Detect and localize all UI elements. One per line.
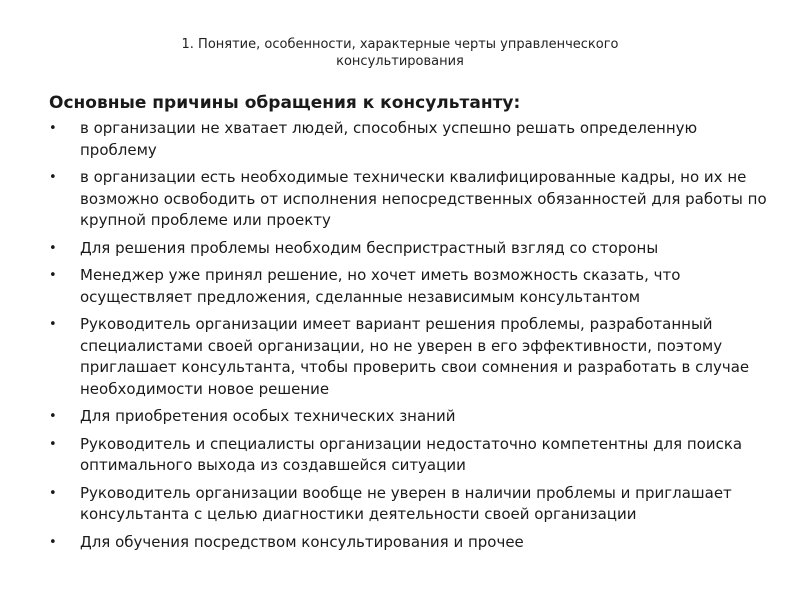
bullet-text: Для обучения посредством консультирования и прочее: [80, 532, 524, 551]
bullet-icon: •: [49, 534, 57, 550]
bullet-item: [49, 434, 769, 477]
bullet-icon: •: [49, 485, 57, 501]
bullet-icon: •: [49, 240, 57, 256]
bullet-icon: •: [49, 409, 57, 424]
bullet-icon: •: [49, 121, 57, 136]
bullet-text: Для приобретения особых технических знаний: [80, 407, 456, 425]
bullet-text: Руководитель и специалисты организации недостаточно компетентны для поиска оптимального выхода из создавшейся ситуации: [80, 434, 743, 474]
bullet-item: [49, 532, 769, 554]
bullet-text: Для решения проблемы необходим беспристрастный взгляд со стороны: [80, 238, 659, 257]
bullet-icon: •: [49, 317, 57, 332]
slide-title-line-1: 1. Понятие, особенности, характерные черты управленческого: [181, 37, 619, 52]
bullet-item: [49, 167, 769, 232]
bullet-icon: •: [49, 268, 57, 283]
bullet-item: [49, 314, 769, 400]
bullet-item: [49, 238, 769, 260]
bullet-text: Руководитель организации имеет вариант решения проблемы, разработанный специалистами своей организации, но не уверен в его эффективности, поэтому приглашает консультанта, чтобы проверить свои сомнения и разработать в случае необходимости новое решение: [80, 315, 750, 398]
bullet-item: [49, 118, 769, 161]
bullet-item: [49, 265, 769, 308]
bullet-icon: •: [49, 170, 57, 185]
bullet-item: [49, 406, 769, 428]
bullet-text: в организации не хватает людей, способных успешно решать определенную проблему: [80, 119, 698, 159]
bullet-text: Руководитель организации вообще не уверен в наличии проблемы и приглашает консультанта с целью диагностики деятельности своей организации: [80, 483, 732, 523]
bullet-text: в организации есть необходимые технически квалифицированные кадры, но их не возможно освободить от исполнения непосредственных обязанностей для работы по крупной проблеме или проекту: [80, 168, 767, 229]
slide-title: [100, 36, 700, 70]
bullet-list: [49, 118, 769, 559]
bullet-text: Менеджер уже принял решение, но хочет иметь возможность сказать, что осуществляет предложения, сделанные независимым консультантом: [80, 266, 681, 306]
bullet-icon: •: [49, 436, 57, 452]
slide-title-line-2: консультирования: [336, 54, 464, 69]
bullet-item: [49, 483, 769, 526]
section-heading: Основные причины обращения к консультанту:: [49, 93, 521, 113]
